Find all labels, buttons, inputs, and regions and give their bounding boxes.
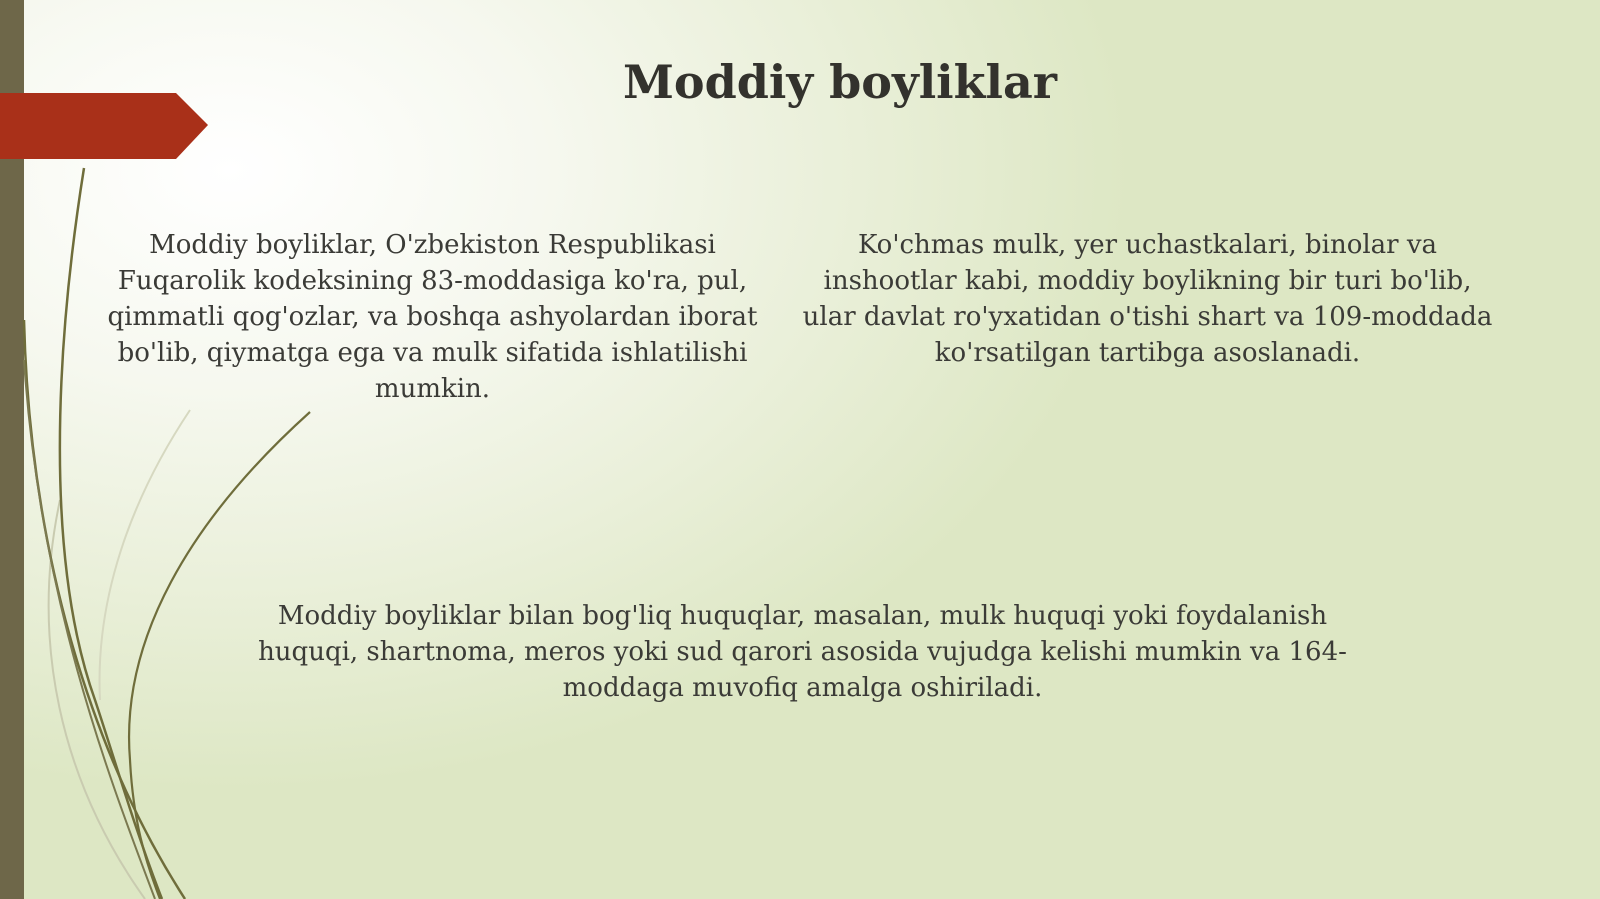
paragraph-right: Ko'chmas mulk, yer uchastkalari, binolar va inshootlar kabi, moddiy boylikning bir turi bo'lib, ular davlat ro'yxatidan o'tishi shart va 109-moddada ko'rsatilgan tartibga asoslanadi. xyxy=(802,230,1493,368)
stem-left-inner xyxy=(24,360,155,899)
slide-title: Moddiy boyliklar xyxy=(622,55,1058,109)
paragraph-left: Moddiy boyliklar, O'zbekiston Respublikasi Fuqarolik kodeksining 83-moddasiga ko'ra, pul, qimmatli qog'ozlar, va boshqa ashyolardan iborat bo'lib, qiymatga ega va mulk sifatida ishlatilishi mumkin. xyxy=(107,230,758,404)
paragraph-bottom: Moddiy boyliklar bilan bog'liq huquqlar, masalan, mulk huquqi yoki foydalanish huquqi, shartnoma, meros yoki sud qarori asosida vujudga kelishi mumkin va 164-moddaga muvofiq amalga oshiriladi. xyxy=(258,601,1347,703)
faded-stem-2 xyxy=(100,410,190,700)
red-arrow-accent xyxy=(0,93,208,159)
